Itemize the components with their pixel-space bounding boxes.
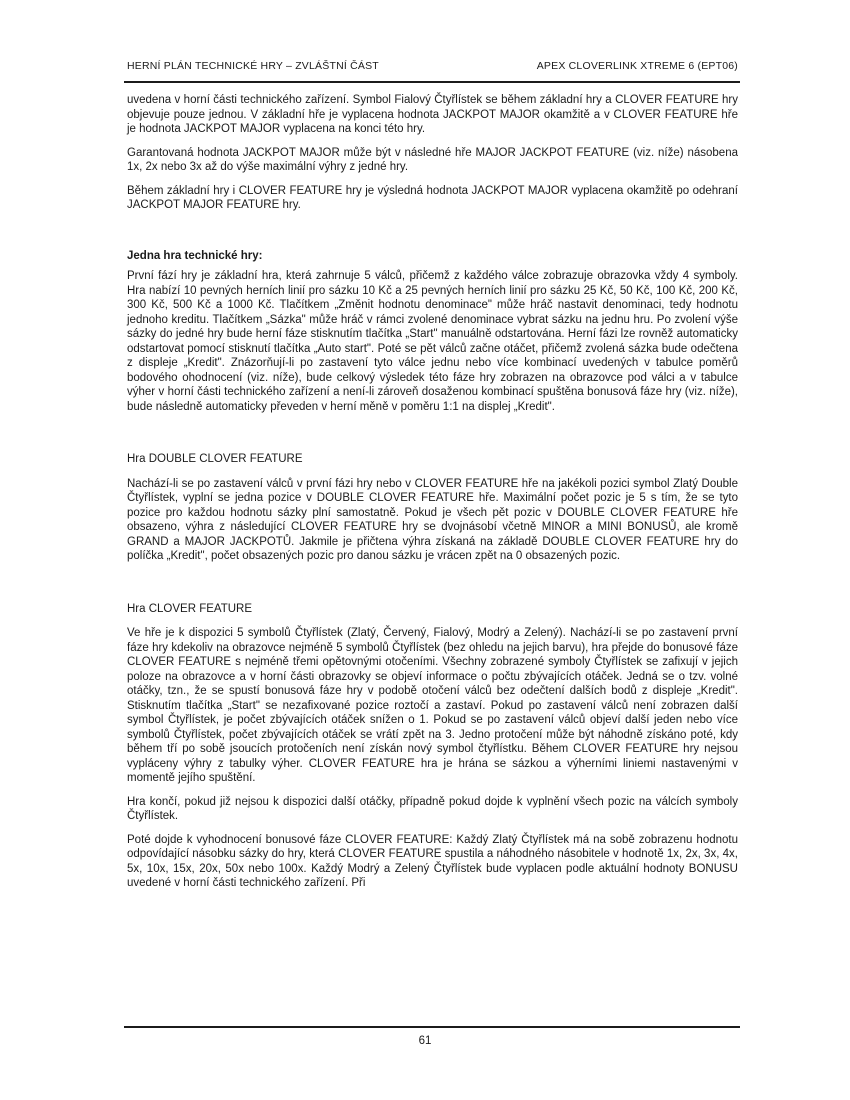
para-game-phase-description: První fází hry je základní hra, která zahrnuje 5 válců, přičemž z každého válce zobrazuje obrazovka vždy 4 symboly. Hra nabízí 10 pevných herních linií pro sázku 10 Kč a 25 pevných herních linií pro sázku 25 Kč, 50 Kč, 100 Kč, 200 Kč, 300 Kč, 500 Kč a 1000 Kč. Tlačítkem „Změnit hodnotu denominace" může hráč nastavit denominaci, tedy hodnotu jednoho kreditu. Tlačítkem „Sázka" může hráč v rámci zvolené denominace vybrat sázku na jednu hru. Po zvolení výše sázky do jedné hry bude herní fáze stisknutím tlačítka „Start" manuálně odstartována. Herní fázi lze rovněž automaticky odstartovat pomocí stisknutí tlačítka „Auto start". Poté se pět válců začne otáčet, přičemž zvolená sázka bude odečtena z displeje „Kredit". Znázorňují-li po zastavení tyto válce jednu nebo více kombinací uvedených v tabulce poměrů bodového ohodnocení (viz. níže), bude celkový výsledek této fáze hry zobrazen na obrazovce pod válci a v tabulce výher v horní části technického zařízení a není-li zároveň dosaženou kombinací spuštěna bonusová fáze hry (viz. níže), bude následně automaticky převeden v herní měně v poměru 1:1 na displej „Kredit". [127, 270, 738, 413]
para-bonus-evaluation: Poté dojde k vyhodnocení bonusové fáze CLOVER FEATURE: Každý Zlatý Čtyřlístek má na sobě zobrazenu hodnotu odpovídající násobku sázky do hry, která CLOVER FEATURE spustila a náhodného násobitele v hodnotě 1x, 2x, 3x, 4x, 5x, 10x, 15x, 20x, 50x nebo 100x. Každý Modrý a Zelený Čtyřlístek bude vyplacen podle aktuální hodnoty BONUSU uvedené v horní části technického zařízení. Při [127, 833, 738, 889]
document-body [127, 93, 738, 900]
para-clover-feature: Ve hře je k dispozici 5 symbolů Čtyřlístek (Zlatý, Červený, Fialový, Modrý a Zelený). Nachází-li se po zastavení první fáze hry kdekoliv na obrazovce nejméně 5 symbolů Čtyřlístek (bez ohledu na jejich barvu), hra přejde do bonusové fáze CLOVER FEATURE s nejméně třemi opětovnými otočeními. Všechny zobrazené symboly Čtyřlístek se zafixují v jejich poloze na obrazovce a v horní části obrazovky se objeví informace o počtu zbývajících otáček. Jedná se o tzv. volné otáčky, tzn., že se spustí bonusová fáze hry v podobě otočení válců bez odečtení dalších bodů z displeje „Kredit". Stisknutím tlačítka „Start" se nezafixované pozice roztočí a zastaví. Pokud po zastavení válců není zobrazen další symbol Čtyřlístek, je počet zbývajících otáček snížen o 1. Pokud se po zastavení válců objeví další jeden nebo více symbolů Čtyřlístek, počet zbývajících otáček se vrátí zpět na 3. Jedno protočení může být náhodně získáno poté, kdy během tří po sobě jsoucích protočeních není získán nový symbol čtyřlístku. Během CLOVER FEATURE hry nejsou vypláceny výhry z tabulky výher. CLOVER FEATURE hra je hrána se sázkou a výherními liniemi nastavenými v momentě jejího spuštění. [127, 627, 738, 784]
para-jackpot-major-feature: Během základní hry i CLOVER FEATURE hry je výsledná hodnota JACKPOT MAJOR vyplacena okamžitě po odehraní JACKPOT MAJOR FEATURE hry. [127, 184, 738, 211]
para-guaranteed-jackpot: Garantovaná hodnota JACKPOT MAJOR může být v následné hře MAJOR JACKPOT FEATURE (viz. níže) násobena 1x, 2x nebo 3x až do výše maximální výhry z jedné hry. [127, 146, 738, 173]
heading-clover-feature: Hra CLOVER FEATURE [127, 602, 253, 615]
para-game-end: Hra končí, pokud již nejsou k dispozici další otáčky, případně pokud dojde k vyplnění všech pozic na válcích symboly Čtyřlístek. [127, 795, 738, 822]
para-double-clover-feature: Nachází-li se po zastavení válců v první fázi hry nebo v CLOVER FEATURE hře na jakékoli pozici symbol Zlatý Double Čtyřlístek, vyplní se jedna pozice v DOUBLE CLOVER FEATURE hře. Maximální počet pozic je 5 s tím, že se tyto pozice pro každou hodnotu sázky plní samostatně. Pokud je všech pět pozic v DOUBLE CLOVER FEATURE hře obsazeno, výhra z následující CLOVER FEATURE hry se dvojnásobí včetně MINOR a MINI BONUSŮ, ale kromě GRAND a MAJOR JACKPOTŮ. Jakmile je přičtena výhra získaná na základě DOUBLE CLOVER FEATURE hry do políčka „Kredit", počet obsazených pozic pro danou sázku je vrácen zpět na 0 obsazených pozic. [127, 477, 738, 562]
page-header [127, 60, 738, 72]
heading-one-game: Jedna hra technické hry: [127, 249, 263, 262]
header-left-title: HERNÍ PLÁN TECHNICKÉ HRY – ZVLÁŠTNÍ ČÁST [127, 60, 379, 72]
footer-rule [124, 1026, 740, 1028]
header-rule [124, 81, 740, 83]
header-right-title: APEX CLOVERLINK XTREME 6 (EPT06) [536, 60, 738, 72]
page-number: 61 [418, 1035, 432, 1047]
para-jackpot-major-payout: uvedena v horní části technického zařízení. Symbol Fialový Čtyřlístek se během základní hry a CLOVER FEATURE hry objevuje pouze jednou. V základní hře je vyplacena hodnota JACKPOT MAJOR okamžitě a v CLOVER FEATURE hře je hodnota JACKPOT MAJOR vyplacena na konci této hry. [127, 94, 738, 135]
heading-double-clover-feature: Hra DOUBLE CLOVER FEATURE [127, 453, 303, 465]
